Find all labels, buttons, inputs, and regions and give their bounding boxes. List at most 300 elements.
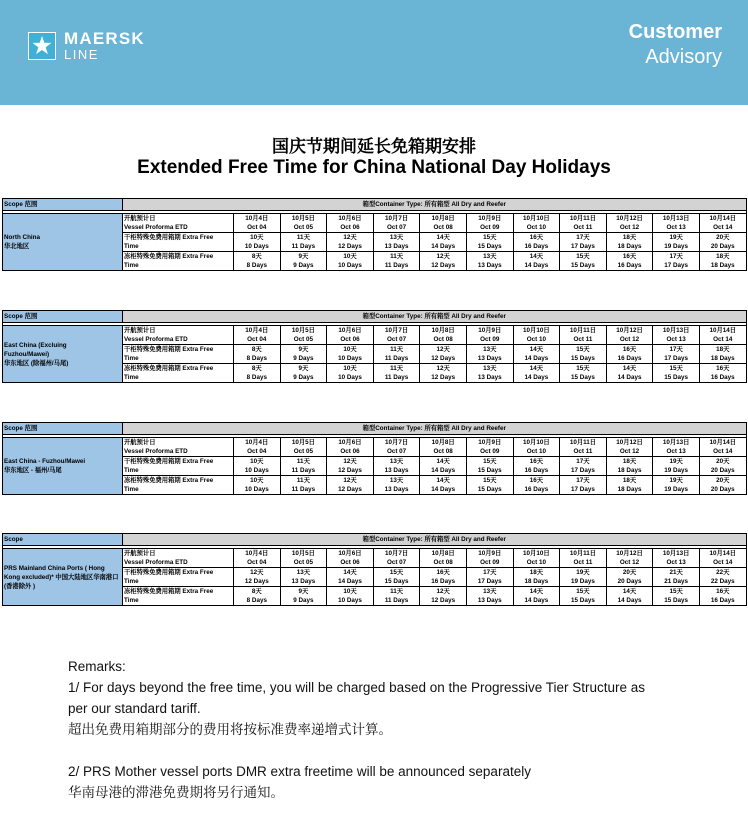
reefer-free-time-label-line-1: 冻柜特殊免费用箱期 Extra Free (124, 477, 214, 484)
date-cell (699, 326, 746, 345)
reefer-free-time-cn: 15天 (576, 365, 590, 372)
dry-free-time-cn: 19天 (669, 234, 683, 241)
date-en: Oct 12 (619, 559, 640, 566)
reefer-free-time-cell (280, 364, 327, 383)
etd-label (123, 326, 234, 345)
dry-free-time-en: 16 Days (524, 243, 549, 250)
date-cell (560, 214, 607, 233)
dry-free-time-en: 17 Days (571, 243, 595, 250)
date-cn: 10月11日 (569, 327, 597, 334)
dry-free-time-en: 18 Days (617, 467, 642, 474)
dry-free-time-cell (653, 457, 700, 476)
date-cn: 10月13日 (662, 215, 690, 222)
dry-free-time-cell (606, 568, 653, 587)
date-cn: 10月9日 (478, 439, 502, 446)
scope-line-2: 华北地区 (4, 243, 30, 250)
table-header-row (3, 199, 747, 211)
reefer-free-time-cn: 14天 (529, 588, 544, 595)
date-en: Oct 09 (480, 448, 500, 455)
reefer-free-time-en: 15 Days (477, 486, 502, 493)
reefer-free-time-cell (280, 476, 327, 495)
dry-free-time-cn: 10天 (250, 458, 264, 465)
date-en: Oct 13 (666, 559, 686, 566)
date-cn: 10月7日 (385, 439, 409, 446)
remarks-section (68, 656, 645, 803)
dry-free-time-cell (420, 233, 467, 252)
date-cell (699, 214, 746, 233)
reefer-free-time-label-line-1: 冻柜特殊免费用箱期 Extra Free (124, 253, 214, 260)
reefer-free-time-label-line-1: 冻柜特殊免费用箱期 Extra Free (124, 588, 214, 595)
date-cn: 10月5日 (291, 439, 315, 446)
date-en: Oct 08 (433, 559, 453, 566)
reefer-free-time-label (123, 252, 234, 271)
dry-free-time-cell (466, 233, 513, 252)
reefer-free-time-cn: 10天 (343, 365, 357, 372)
header-band (0, 0, 748, 105)
date-cell (699, 549, 746, 568)
dry-free-time-cn: 14天 (436, 458, 450, 465)
dry-free-time-cell (234, 233, 281, 252)
date-cell (653, 214, 700, 233)
container-type-header: 箱型Container Type: 所有箱型 All Dry and Reefer (123, 534, 747, 546)
dry-free-time-cn: 14天 (343, 569, 357, 576)
date-cell (513, 438, 560, 457)
dry-free-time-cn: 11天 (296, 458, 310, 465)
dry-free-time-cell (606, 233, 653, 252)
dry-free-time-cell (606, 345, 653, 364)
dry-free-time-en: 11 Days (291, 467, 316, 474)
dry-free-time-cell (234, 568, 281, 587)
date-cell (560, 549, 607, 568)
reefer-free-time-en: 11 Days (384, 262, 409, 269)
dry-free-time-cn: 18天 (716, 346, 730, 353)
reefer-free-time-cn: 13天 (483, 253, 497, 260)
dry-free-time-cell (280, 345, 327, 364)
reefer-free-time-en: 14 Days (617, 597, 642, 604)
reefer-free-time-cell (560, 587, 607, 606)
dry-free-time-cell (327, 345, 374, 364)
date-cell (327, 326, 374, 345)
brand-sub: LINE (64, 47, 99, 62)
dry-free-time-en: 14 Days (431, 243, 456, 250)
date-cn: 10月13日 (662, 550, 690, 557)
date-cn: 10月6日 (338, 327, 362, 334)
date-cell (373, 214, 420, 233)
reefer-free-time-label (123, 587, 234, 606)
dry-free-time-en: 9 Days (293, 355, 314, 362)
reefer-free-time-cn: 8天 (251, 365, 262, 372)
date-cn: 10月12日 (616, 550, 643, 557)
reefer-free-time-cn: 10天 (250, 477, 264, 484)
date-en: Oct 04 (247, 224, 267, 231)
remarks-heading: Remarks: (68, 659, 126, 674)
date-cn: 10月10日 (523, 327, 550, 334)
reefer-free-time-en: 15 Days (571, 374, 595, 381)
dry-free-time-en: 12 Days (431, 355, 456, 362)
date-en: Oct 07 (386, 559, 407, 566)
date-en: Oct 07 (386, 336, 407, 343)
dry-free-time-cn: 22天 (716, 569, 730, 576)
etd-label-cn: 开航预计日 (124, 215, 156, 222)
dry-free-time-cell (373, 233, 420, 252)
date-cell (513, 326, 560, 345)
dry-free-time-cn: 21天 (669, 569, 683, 576)
date-en: Oct 06 (340, 224, 360, 231)
reefer-free-time-en: 16 Days (524, 486, 549, 493)
dry-free-time-en: 15 Days (477, 243, 502, 250)
reefer-free-time-en: 10 Days (338, 262, 362, 269)
date-en: Oct 12 (619, 224, 640, 231)
reefer-free-time-en: 13 Days (477, 262, 502, 269)
scope-header-cell: Scope 范围 (3, 311, 123, 323)
reefer-free-time-cn: 11天 (390, 588, 404, 595)
reefer-free-time-cell (513, 364, 560, 383)
date-cell (606, 326, 653, 345)
reefer-free-time-cell (420, 476, 467, 495)
date-en: Oct 05 (293, 336, 314, 343)
dry-free-time-en: 13 Days (291, 578, 316, 585)
etd-label-en: Vessel Proforma ETD (124, 336, 188, 343)
date-en: Oct 12 (619, 448, 640, 455)
reefer-free-time-cell (606, 364, 653, 383)
reefer-free-time-cell (234, 587, 281, 606)
dry-free-time-cn: 18天 (529, 569, 544, 576)
dry-free-time-en: 22 Days (710, 578, 735, 585)
reefer-free-time-cell (606, 476, 653, 495)
date-en: Oct 09 (480, 559, 500, 566)
date-cn: 10月9日 (478, 327, 502, 334)
dry-free-time-label-line-2: Time (124, 467, 139, 474)
date-cn: 10月14日 (709, 550, 737, 557)
dry-free-time-en: 18 Days (524, 578, 549, 585)
table-row-etd (3, 326, 747, 345)
dry-free-time-cell (513, 457, 560, 476)
dry-free-time-cn: 13天 (389, 234, 404, 241)
reefer-free-time-en: 13 Days (477, 597, 502, 604)
dry-free-time-cn: 10天 (250, 234, 264, 241)
date-cell (560, 438, 607, 457)
brand-name: MAERSK (64, 29, 145, 48)
scope-cell (3, 326, 123, 383)
date-en: Oct 04 (247, 448, 267, 455)
dry-free-time-cn: 14天 (529, 346, 544, 353)
etd-label (123, 438, 234, 457)
dry-free-time-label (123, 233, 234, 252)
date-en: Oct 09 (480, 224, 500, 231)
date-cell (373, 549, 420, 568)
reefer-free-time-cell (234, 252, 281, 271)
reefer-free-time-en: 20 Days (710, 486, 735, 493)
dry-free-time-cell (560, 457, 607, 476)
etd-label (123, 214, 234, 233)
reefer-free-time-en: 9 Days (293, 262, 314, 269)
container-type-header: 箱型Container Type: 所有箱型 All Dry and Reefer (123, 311, 747, 323)
dry-free-time-cell (327, 568, 374, 587)
dry-free-time-en: 11 Days (384, 355, 409, 362)
reefer-free-time-cn: 11天 (390, 365, 404, 372)
reefer-free-time-cn: 16天 (716, 365, 730, 372)
reefer-free-time-en: 12 Days (431, 597, 456, 604)
scope-line-2: Kong excluded)* 中国大陆地区华南港口 (4, 573, 119, 581)
reefer-free-time-en: 15 Days (571, 597, 595, 604)
dry-free-time-cell (234, 457, 281, 476)
dry-free-time-cell (234, 345, 281, 364)
date-cell (653, 438, 700, 457)
dry-free-time-en: 14 Days (431, 467, 456, 474)
reefer-free-time-cell (466, 252, 513, 271)
reefer-free-time-cell (466, 587, 513, 606)
reefer-free-time-cn: 13天 (483, 588, 497, 595)
reefer-free-time-cell (466, 364, 513, 383)
dry-free-time-cell (373, 345, 420, 364)
dry-free-time-cn: 19天 (576, 569, 590, 576)
remark-2-en: 2/ PRS Mother vessel ports DMR extra freetime will be announced separately (68, 764, 531, 779)
dry-free-time-cell (513, 233, 560, 252)
reefer-free-time-cell (234, 476, 281, 495)
dry-free-time-cell (699, 345, 746, 364)
date-cell (606, 549, 653, 568)
reefer-free-time-en: 9 Days (293, 597, 314, 604)
dry-free-time-cell (560, 345, 607, 364)
dry-free-time-cn: 17天 (669, 346, 683, 353)
date-cn: 10月8日 (431, 550, 455, 557)
date-cn: 10月8日 (431, 327, 455, 334)
date-cell (466, 438, 513, 457)
page-title-en: Extended Free Time for China National Day Holidays (137, 157, 611, 178)
etd-label-en: Vessel Proforma ETD (124, 448, 188, 455)
date-en: Oct 10 (526, 559, 546, 566)
date-en: Oct 05 (293, 448, 314, 455)
dry-free-time-cn: 18天 (622, 458, 637, 465)
date-cn: 10月7日 (385, 550, 409, 557)
scope-line-3: 华东地区 (除福州/马尾) (4, 359, 69, 367)
date-en: Oct 10 (526, 224, 546, 231)
reefer-free-time-cell (234, 364, 281, 383)
reefer-free-time-cn: 12天 (436, 365, 450, 372)
reefer-free-time-cell (466, 476, 513, 495)
scope-header-cell: Scope 范围 (3, 423, 123, 435)
dry-free-time-en: 20 Days (710, 243, 735, 250)
reefer-free-time-en: 11 Days (384, 374, 409, 381)
dry-free-time-cn: 16天 (529, 234, 544, 241)
scope-cell (3, 549, 123, 606)
dry-free-time-cell (699, 457, 746, 476)
dry-free-time-en: 16 Days (524, 467, 549, 474)
dry-free-time-cn: 15天 (483, 234, 497, 241)
date-en: Oct 10 (526, 336, 546, 343)
date-cn: 10月14日 (709, 215, 737, 222)
date-cell (653, 549, 700, 568)
date-cell (466, 326, 513, 345)
reefer-free-time-cn: 16天 (529, 477, 544, 484)
reefer-free-time-cell (653, 364, 700, 383)
dry-free-time-en: 15 Days (571, 355, 595, 362)
date-cn: 10月7日 (385, 327, 409, 334)
date-cell (420, 549, 467, 568)
dry-free-time-en: 10 Days (244, 467, 269, 474)
reefer-free-time-en: 13 Days (477, 374, 502, 381)
etd-label-en: Vessel Proforma ETD (124, 224, 188, 231)
date-cn: 10月11日 (569, 215, 597, 222)
reefer-free-time-cn: 14天 (436, 477, 450, 484)
dry-free-time-cn: 18天 (622, 234, 637, 241)
table-header-row (3, 311, 747, 323)
date-en: Oct 07 (386, 448, 407, 455)
date-cell (699, 438, 746, 457)
dry-free-time-en: 16 Days (431, 578, 456, 585)
reefer-free-time-cn: 18天 (622, 477, 637, 484)
schedule-table (2, 533, 747, 606)
etd-label-en: Vessel Proforma ETD (124, 559, 188, 566)
dry-free-time-en: 10 Days (338, 355, 362, 362)
dry-free-time-cn: 9天 (298, 346, 309, 353)
dry-free-time-cn: 20天 (716, 234, 730, 241)
date-cell (466, 549, 513, 568)
dry-free-time-cell (513, 345, 560, 364)
schedule-table (2, 422, 747, 495)
date-en: Oct 12 (619, 336, 640, 343)
reefer-free-time-en: 13 Days (384, 486, 409, 493)
scope-header-cell: Scope 范围 (3, 199, 123, 211)
container-type-header: 箱型Container Type: 所有箱型 All Dry and Reefer (123, 199, 747, 211)
dry-free-time-cn: 16天 (529, 458, 544, 465)
dry-free-time-cell (560, 233, 607, 252)
reefer-free-time-cell (699, 252, 746, 271)
dry-free-time-cell (560, 568, 607, 587)
dry-free-time-label-line-2: Time (124, 243, 139, 250)
dry-free-time-label-line-2: Time (124, 578, 139, 585)
reefer-free-time-label-line-2: Time (124, 486, 139, 493)
dry-free-time-cn: 17天 (576, 458, 590, 465)
date-en: Oct 08 (433, 448, 453, 455)
dry-free-time-cell (606, 457, 653, 476)
date-en: Oct 05 (293, 559, 314, 566)
reefer-free-time-cn: 19天 (669, 477, 683, 484)
date-en: Oct 10 (526, 448, 546, 455)
reefer-free-time-cell (653, 252, 700, 271)
reefer-free-time-cell (373, 364, 420, 383)
dry-free-time-cn: 13天 (389, 458, 404, 465)
reefer-free-time-cn: 18天 (716, 253, 730, 260)
reefer-free-time-en: 15 Days (571, 262, 595, 269)
reefer-free-time-en: 14 Days (431, 486, 456, 493)
remark-1-cn: 超出免费用箱期部分的费用将按标准费率递增式计算。 (68, 722, 392, 737)
dry-free-time-label-line-1: 干柜特殊免费用箱期 Extra Free (124, 458, 214, 465)
reefer-free-time-cn: 15天 (483, 477, 497, 484)
date-cell (327, 438, 374, 457)
dry-free-time-cell (466, 568, 513, 587)
dry-free-time-cell (653, 233, 700, 252)
date-cn: 10月11日 (569, 550, 597, 557)
reefer-free-time-en: 14 Days (524, 597, 549, 604)
date-cell (234, 438, 281, 457)
dry-free-time-cn: 15天 (389, 569, 404, 576)
remark-1-en-line-1: 1/ For days beyond the free time, you will be charged based on the Progressive Tier Structure as (68, 680, 646, 695)
reefer-free-time-cell (606, 587, 653, 606)
reefer-free-time-label (123, 364, 234, 383)
date-cn: 10月4日 (245, 327, 269, 334)
dry-free-time-en: 14 Days (338, 578, 362, 585)
dry-free-time-en: 19 Days (664, 467, 689, 474)
reefer-free-time-en: 11 Days (384, 597, 409, 604)
date-cn: 10月8日 (431, 215, 455, 222)
date-cell (373, 438, 420, 457)
date-cn: 10月6日 (338, 439, 362, 446)
etd-label (123, 549, 234, 568)
dry-free-time-label-line-1: 干柜特殊免费用箱期 Extra Free (124, 346, 214, 353)
date-en: Oct 13 (666, 224, 686, 231)
scope-line-1: PRS Mainland China Ports ( Hong (4, 564, 105, 572)
reefer-free-time-cn: 15天 (669, 588, 683, 595)
dry-free-time-en: 13 Days (384, 243, 409, 250)
date-en: Oct 11 (573, 559, 593, 566)
dry-free-time-label-line-1: 干柜特殊免费用箱期 Extra Free (124, 234, 214, 241)
etd-label-cn: 开航预计日 (124, 550, 156, 557)
date-cell (606, 438, 653, 457)
dry-free-time-en: 10 Days (244, 243, 269, 250)
dry-free-time-cn: 19天 (669, 458, 683, 465)
reefer-free-time-en: 16 Days (617, 262, 642, 269)
date-cell (653, 326, 700, 345)
dry-free-time-en: 11 Days (291, 243, 316, 250)
reefer-free-time-cn: 14天 (529, 253, 544, 260)
advisory-line-2: Advisory (645, 46, 722, 68)
reefer-free-time-cell (560, 476, 607, 495)
date-en: Oct 06 (340, 559, 360, 566)
date-cn: 10月9日 (478, 215, 502, 222)
reefer-free-time-en: 18 Days (617, 486, 642, 493)
dry-free-time-label (123, 457, 234, 476)
maersk-logo (28, 30, 145, 61)
reefer-free-time-en: 10 Days (338, 597, 362, 604)
dry-free-time-cn: 12天 (250, 569, 264, 576)
date-cn: 10月6日 (338, 550, 362, 557)
reefer-free-time-cell (513, 252, 560, 271)
dry-free-time-cell (373, 568, 420, 587)
reefer-free-time-en: 12 Days (431, 262, 456, 269)
date-cn: 10月8日 (431, 439, 455, 446)
reefer-free-time-en: 8 Days (246, 374, 267, 381)
reefer-free-time-cn: 11天 (296, 477, 310, 484)
reefer-free-time-en: 17 Days (571, 486, 595, 493)
table-header-row (3, 534, 747, 546)
date-cell (280, 326, 327, 345)
date-cell (327, 214, 374, 233)
reefer-free-time-cell (327, 587, 374, 606)
reefer-free-time-cn: 10天 (343, 253, 357, 260)
reefer-free-time-en: 11 Days (291, 486, 316, 493)
dry-free-time-cn: 15天 (483, 458, 497, 465)
dry-free-time-cell (466, 345, 513, 364)
dry-free-time-en: 20 Days (710, 467, 735, 474)
scope-cell (3, 438, 123, 495)
date-cn: 10月11日 (569, 439, 597, 446)
reefer-free-time-en: 17 Days (664, 262, 689, 269)
reefer-free-time-cn: 8天 (251, 253, 262, 260)
date-en: Oct 04 (247, 559, 267, 566)
reefer-free-time-cn: 14天 (622, 588, 637, 595)
date-en: Oct 09 (480, 336, 500, 343)
reefer-free-time-cell (513, 587, 560, 606)
date-en: Oct 08 (433, 224, 453, 231)
dry-free-time-cn: 16天 (622, 346, 637, 353)
dry-free-time-en: 18 Days (710, 355, 735, 362)
reefer-free-time-cell (373, 587, 420, 606)
table-row-etd (3, 438, 747, 457)
dry-free-time-cn: 17天 (576, 234, 590, 241)
date-cell (234, 549, 281, 568)
date-en: Oct 06 (340, 448, 360, 455)
